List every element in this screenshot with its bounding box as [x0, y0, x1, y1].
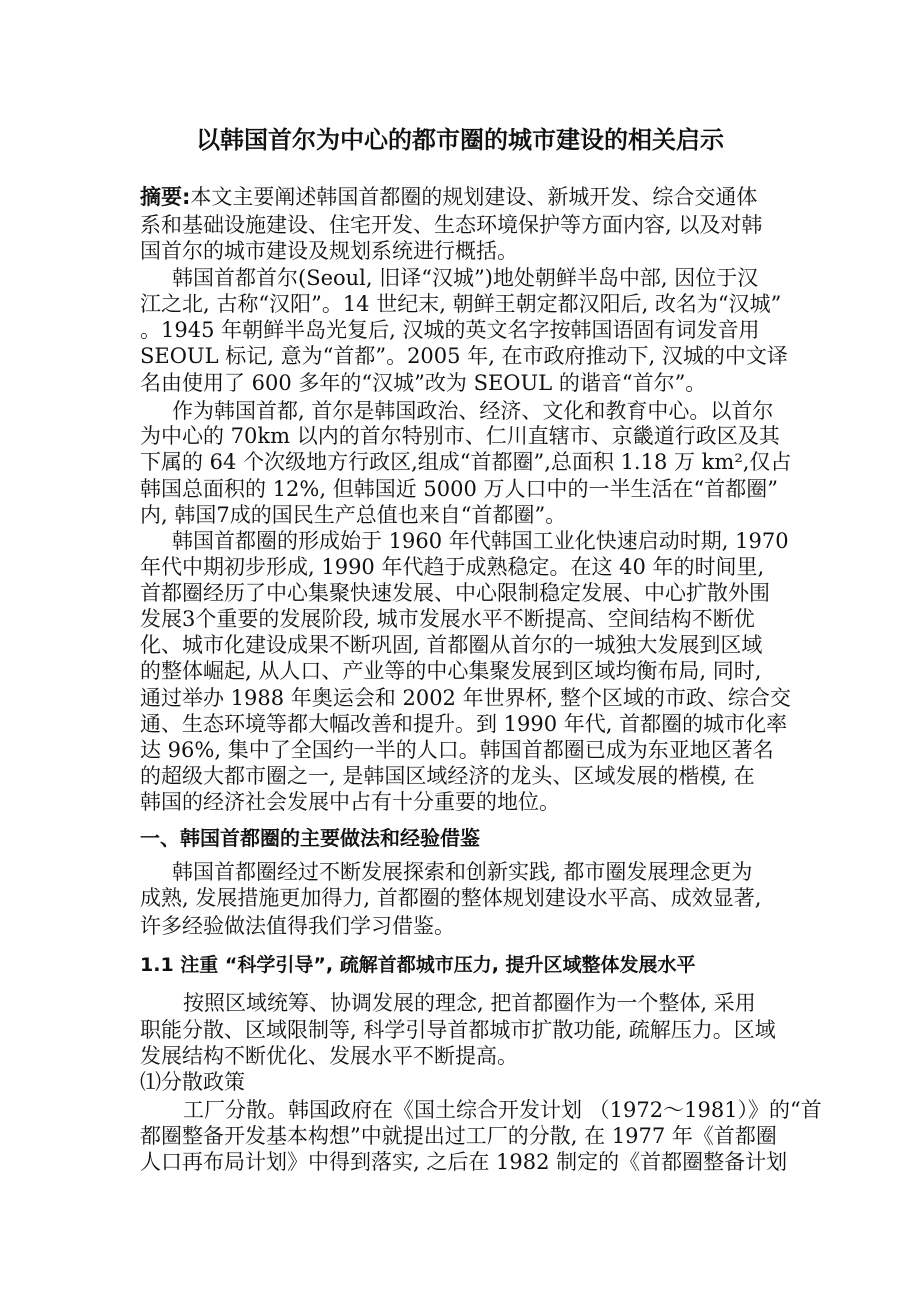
sub-heading: ⑴分散政策 [140, 1070, 245, 1094]
paragraph-line: 化、城市化建设成果不断巩固, 首都圈从首尔的一城独大发展到区域 [140, 633, 763, 657]
paragraph-line: 首都圈经历了中心集聚快速发展、中心限制稳定发展、中心扩散外围 [140, 581, 770, 605]
abstract-line [140, 184, 757, 210]
paragraph-line: 韩国首都圈的形成始于 1960 年代韩国工业化快速启动时期, 1970 [172, 529, 789, 553]
paragraph-line: 韩国首都圈经过不断发展探索和创新实践, 都市圈发展理念更为 [172, 860, 753, 884]
paragraph-line: 职能分散、区域限制等, 科学引导首都城市扩散功能, 疏解压力。区域 [140, 1018, 776, 1042]
subsection-heading: 1.1 注重 “科学引导”, 疏解首都城市压力, 提升区域整体发展水平 [140, 954, 696, 976]
abstract-label: 摘要: [140, 185, 191, 209]
paragraph-line: 都圈整备开发基本构想”中就提出过工厂的分散, 在 1977 年《首都圈 [140, 1124, 777, 1148]
paragraph-line: 通、生态环境等都大幅改善和提升。到 1990 年代, 首都圈的城市化率 [140, 712, 788, 736]
paragraph-line: 韩国总面积的 12%, 但韩国近 5000 万人口中的一半生活在“首都圈” [140, 477, 778, 501]
paragraph-line: 名由使用了 600 多年的“汉城”改为 SEOUL 的谐音“首尔”。 [140, 371, 707, 395]
abstract-text: 本文主要阐述韩国首都圈的规划建设、新城开发、综合交通体 [190, 185, 758, 209]
paragraph-line: 韩国的经济社会发展中占有十分重要的地位。 [140, 790, 560, 814]
paragraph-line: 通过举办 1988 年奥运会和 2002 年世界杯, 整个区域的市政、综合交 [140, 686, 791, 710]
paragraph-line: 下属的 64 个次级地方行政区,组成“首都圈”,总面积 1.18 万 km²,仅占 [140, 450, 792, 474]
paragraph-line: 的整体崛起, 从人口、产业等的中心集聚发展到区域均衡布局, 同时, [140, 659, 762, 683]
paragraph-line: 韩国首都首尔(Seoul, 旧译“汉城”)地处朝鲜半岛中部, 因位于汉 [172, 266, 759, 290]
paragraph-line: SEOUL 标记, 意为“首都”。2005 年, 在市政府推动下, 汉城的中文译 [140, 344, 788, 368]
paragraph-line: 达 96%, 集中了全国约一半的人口。韩国首都圈已成为东亚地区著名 [140, 738, 774, 762]
abstract-line: 国首尔的城市建设及规划系统进行概括。 [140, 239, 518, 263]
paragraph-line: 成熟, 发展措施更加得力, 首都圈的整体规划建设水平高、成效显著, [140, 886, 762, 910]
paragraph-line: 发展3个重要的发展阶段, 城市发展水平不断提高、空间结构不断优 [140, 607, 755, 631]
paragraph-line: 年代中期初步形成, 1990 年代趋于成熟稳定。在这 40 年的时间里, [140, 555, 765, 579]
paragraph-line: 内, 韩国7成的国民生产总值也来自“首都圈”。 [140, 503, 567, 527]
paragraph-line: 人口再布局计划》中得到落实, 之后在 1982 制定的《首都圈整备计划 [140, 1150, 788, 1174]
abstract-line: 系和基础设施建设、住宅开发、生态环境保护等方面内容, 以及对韩 [140, 213, 763, 237]
paragraph-line: 发展结构不断优化、发展水平不断提高。 [140, 1044, 518, 1068]
section-heading: 一、韩国首都圈的主要做法和经验借鉴 [140, 826, 480, 850]
document-title: 以韩国首尔为中心的都市圈的城市建设的相关启示 [196, 126, 724, 154]
paragraph-line: 许多经验做法值得我们学习借鉴。 [140, 914, 455, 938]
paragraph-line: 的超级大都市圈之一, 是韩国区域经济的龙头、区域发展的楷模, 在 [140, 764, 755, 788]
paragraph-line: 工厂分散。韩国政府在《国土综合开发计划 （1972～1981）》的“首 [183, 1098, 822, 1122]
paragraph-line: 。1945 年朝鲜半岛光复后, 汉城的英文名字按韩国语固有词发音用 [140, 318, 760, 342]
paragraph-line: 为中心的 70km 以内的首尔特别市、仁川直辖市、京畿道行政区及其 [140, 424, 780, 448]
paragraph-line: 按照区域统筹、协调发展的理念, 把首都圈作为一个整体, 采用 [183, 991, 756, 1015]
paragraph-line: 江之北, 古称“汉阳”。14 世纪末, 朝鲜王朝定都汉阳后, 改名为“汉城” [140, 292, 782, 316]
paragraph-line: 作为韩国首都, 首尔是韩国政治、经济、文化和教育中心。以首尔 [172, 399, 774, 423]
